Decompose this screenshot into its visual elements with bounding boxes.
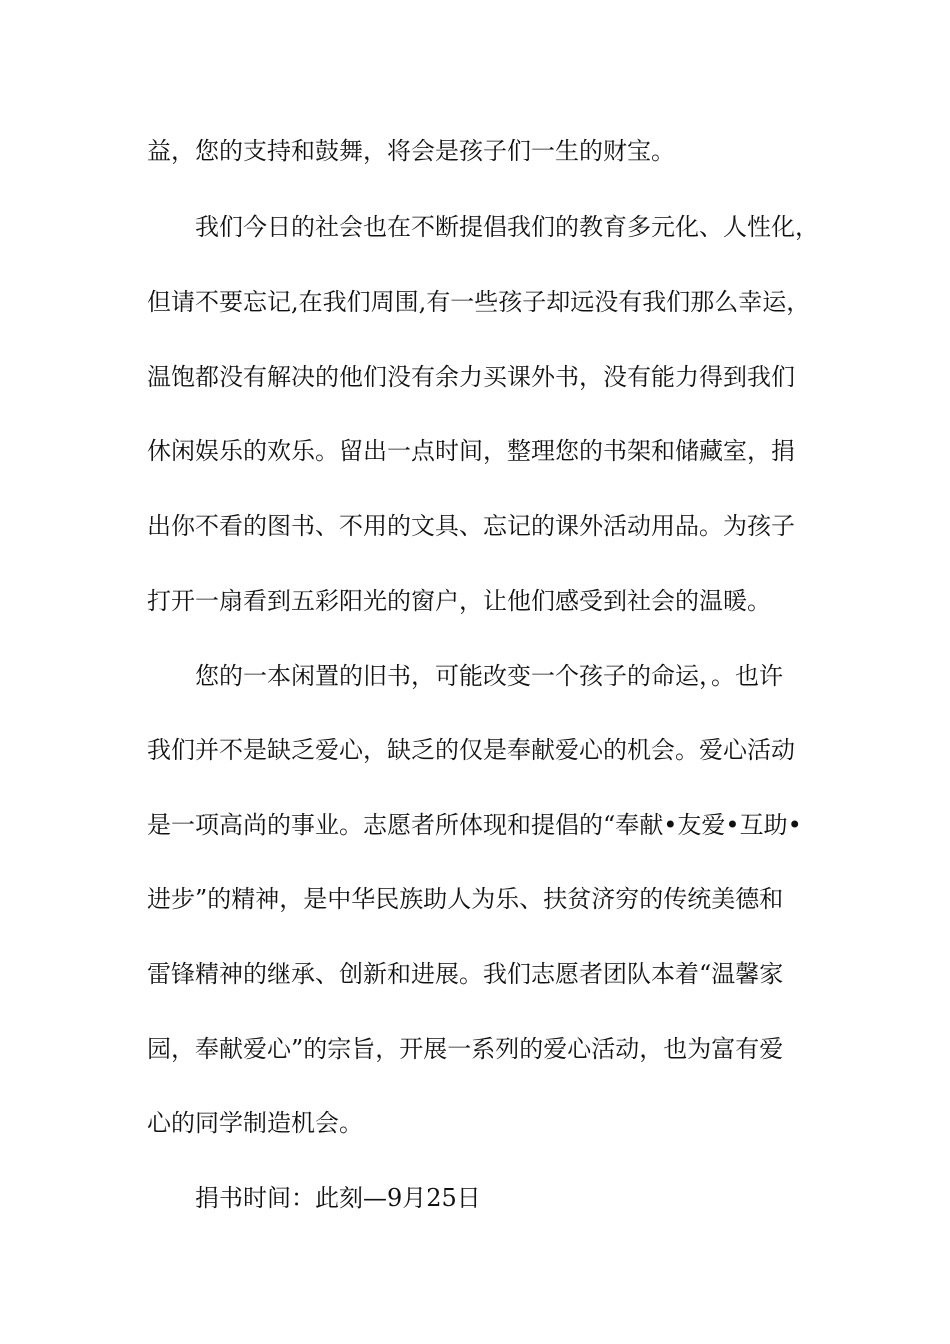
text-line: 进步”的精神，是中华民族助人为乐、扶贫济穷的传统美德和 [147, 885, 784, 913]
paragraph-start-line: 您的一本闲置的旧书，可能改变一个孩子的命运，。也许 [195, 662, 783, 690]
text-line: 园，奉献爱心”的宗旨，开展一系列的爱心活动，也为富有爱 [147, 1035, 784, 1063]
donation-time-line: 捐书时间：此刻—9月25日 [195, 1184, 481, 1212]
text-line: 雷锋精神的继承、创新和进展。我们志愿者团队本着“温馨家 [147, 960, 784, 988]
text-line: 温饱都没有解决的他们没有余力买课外书，没有能力得到我们 [147, 363, 795, 391]
text-line: 出你不看的图书、不用的文具、忘记的课外活动用品。为孩子 [147, 512, 795, 540]
text-line: 我们并不是缺乏爱心，缺乏的仅是奉献爱心的机会。爱心活动 [147, 736, 795, 764]
text-line: 打开一扇看到五彩阳光的窗户，让他们感受到社会的温暖。 [147, 587, 771, 615]
text-line: 是一项高尚的事业。志愿者所体现和提倡的“奉献•友爱•互助• [147, 811, 802, 839]
text-line: 休闲娱乐的欢乐。留出一点时间，整理您的书架和储藏室，捐 [147, 437, 795, 465]
paragraph-start-line: 我们今日的社会也在不断提倡我们的教育多元化、人性化， [195, 213, 819, 241]
text-line: 益，您的支持和鼓舞，将会是孩子们一生的财宝。 [147, 137, 675, 165]
text-line: 心的同学制造机会。 [147, 1109, 363, 1137]
text-line: 但请不要忘记,在我们周围,有一些孩子却远没有我们那么幸运， [147, 288, 811, 316]
